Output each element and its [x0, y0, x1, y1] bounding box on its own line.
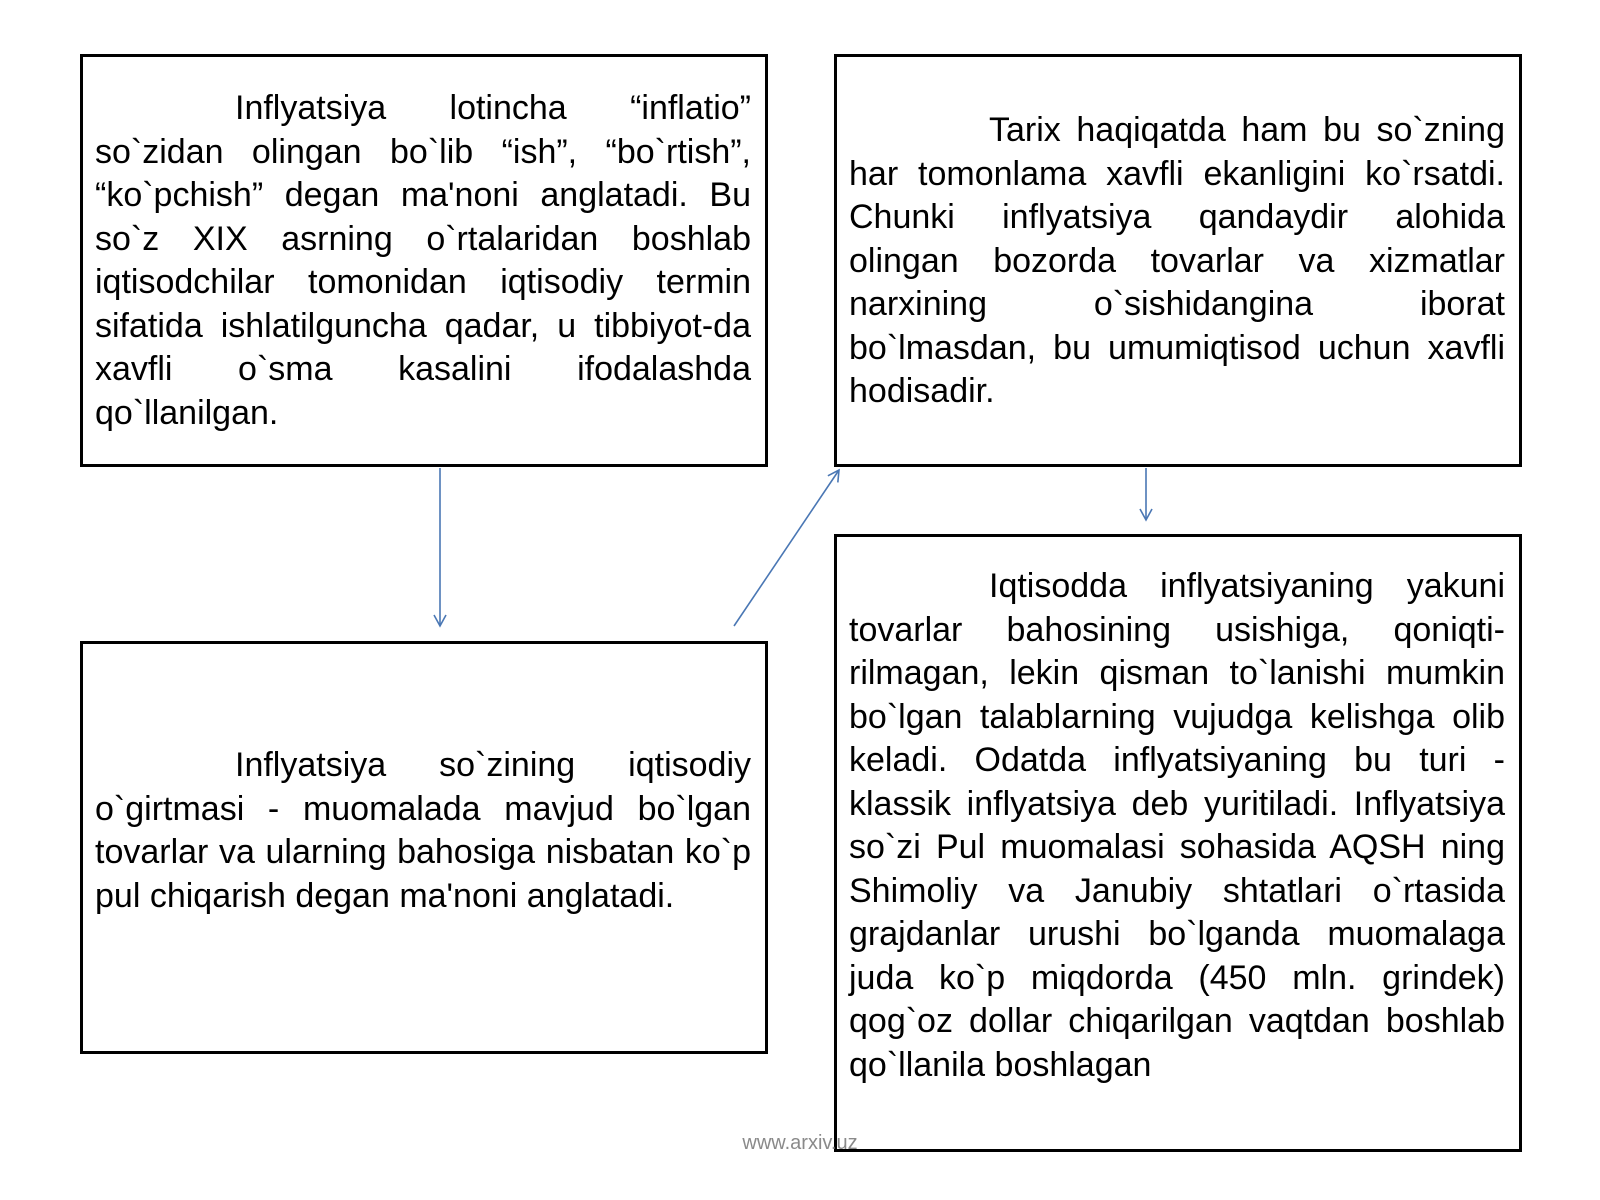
text-box-classic-inflation-text: Iqtisodda inflyatsiyaning yakuni tovarlar bahosining usishiga, qoniqti-rilmagan, lekin qisman to`lanishi mumkin bo`lgan talablarning vujudga kelishga olib keladi. Odatda inflyatsiyaning bu turi - klassik inflyatsiya deb yuritiladi. Inflyatsiya so`zi Pul muomalasi sohasida AQSH ning Shimoliy va Janubiy shtatlari o`rtasida grajdanlar urushi bo`lganda muomalaga juda ko`p miqdorda (450 mln. grindek) qog`oz dollar chiqarilgan vaqtdan boshlab qo`llanila boshlagan [849, 567, 1505, 1084]
text-box-classic-inflation [834, 534, 1522, 1152]
text-box-history [834, 54, 1522, 467]
text-box-history-text: Tarix haqiqatda ham bu so`zning har tomonlama xavfli ekanligini ko`rsatdi. Chunki inflyatsiya qandaydir alohida olingan bozorda tovarlar va xizmatlar narxining o`sishidangina iborat bo`lmasdan, bu umumiqtisod uchun xavfli hodisadir. [849, 111, 1505, 410]
text-box-economic-meaning [80, 641, 768, 1054]
text-box-etymology [80, 54, 768, 467]
text-box-etymology-text: Inflyatsiya lotincha “inflatio” so`zidan olingan bo`lib “ish”, “bo`rtish”, “ko`pchish” degan ma'noni anglatadi. Bu so`z XIX asrning o`rtalaridan boshlab iqtisodchilar tomonidan iqtisodiy termin sifatida ishlatilguncha qadar, u tibbiyot-da xavfli o`sma kasalini ifodalashda qo`llanilgan. [95, 89, 751, 432]
arrow-economic-meaning-to-history [734, 470, 839, 626]
text-box-economic-meaning-text: Inflyatsiya so`zining iqtisodiy o`girtmasi - muomalada mavjud bo`lgan tovarlar va ularning bahosiga nisbatan ko`p pul chiqarish degan ma'noni anglatadi. [95, 746, 751, 915]
footer-watermark: www.arxiv.uz [742, 1132, 858, 1154]
